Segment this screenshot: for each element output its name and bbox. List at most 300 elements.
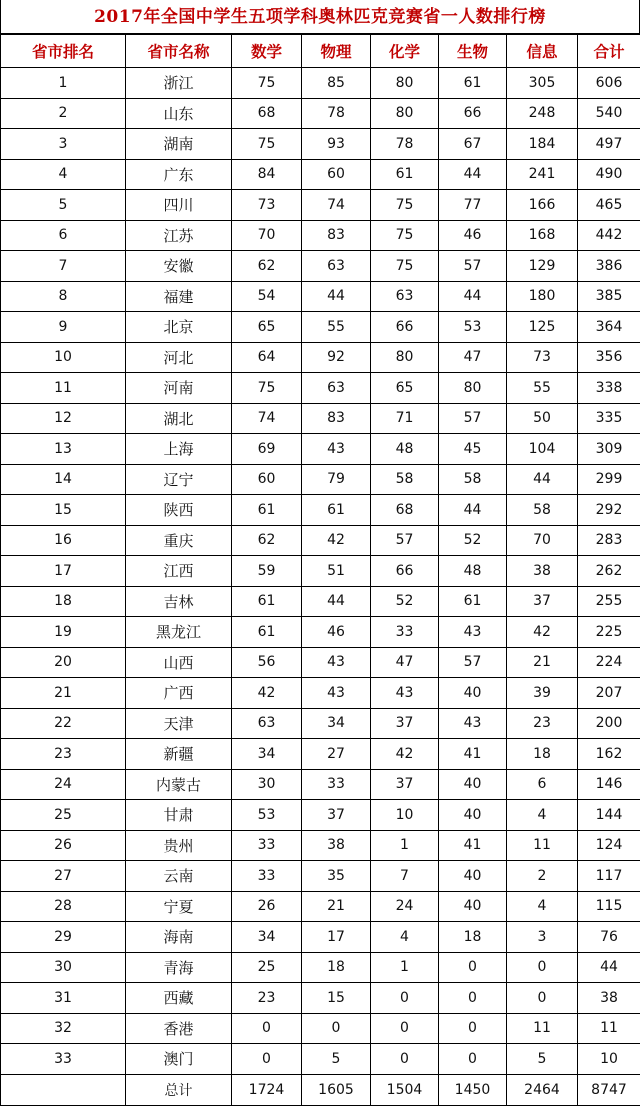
chemistry-cell: 4: [371, 922, 439, 953]
province-cell: 四川: [126, 190, 232, 221]
province-cell: 宁夏: [126, 891, 232, 922]
chemistry-cell: 61: [371, 159, 439, 190]
informatics-cell: 4: [507, 800, 578, 831]
chemistry-cell: 80: [371, 98, 439, 129]
informatics-cell: 168: [507, 220, 578, 251]
chemistry-cell: 7: [371, 861, 439, 892]
province-cell: 内蒙古: [126, 769, 232, 800]
physics-cell: 61: [302, 495, 371, 526]
math-cell: 34: [232, 739, 302, 770]
math-cell: 33: [232, 830, 302, 861]
header-total: 合计: [578, 35, 640, 68]
informatics-cell: 11: [507, 830, 578, 861]
total-cell: 76: [578, 922, 640, 953]
chemistry-cell: 63: [371, 281, 439, 312]
physics-cell: 85: [302, 68, 371, 99]
province-cell: 福建: [126, 281, 232, 312]
informatics-cell: 11: [507, 1013, 578, 1044]
chemistry-cell: 75: [371, 190, 439, 221]
biology-cell: 44: [439, 159, 507, 190]
math-cell: 75: [232, 68, 302, 99]
math-cell: 62: [232, 251, 302, 282]
informatics-cell: 55: [507, 373, 578, 404]
biology-cell: 57: [439, 403, 507, 434]
total-cell: 356: [578, 342, 640, 373]
physics-cell: 0: [302, 1013, 371, 1044]
physics-cell: 37: [302, 800, 371, 831]
chemistry-cell: 58: [371, 464, 439, 495]
table-row: [1, 159, 640, 190]
informatics-cell: 42: [507, 617, 578, 648]
informatics-cell: 125: [507, 312, 578, 343]
biology-cell: 43: [439, 708, 507, 739]
table-row: [1, 68, 640, 99]
header-informatics: 信息: [507, 35, 578, 68]
total-biology: 1450: [439, 1074, 507, 1105]
math-cell: 75: [232, 129, 302, 160]
table-row: [1, 678, 640, 709]
math-cell: 62: [232, 525, 302, 556]
biology-cell: 43: [439, 617, 507, 648]
total-cell: 335: [578, 403, 640, 434]
biology-cell: 0: [439, 1044, 507, 1075]
biology-cell: 52: [439, 525, 507, 556]
informatics-cell: 2: [507, 861, 578, 892]
physics-cell: 17: [302, 922, 371, 953]
informatics-cell: 4: [507, 891, 578, 922]
physics-cell: 43: [302, 434, 371, 465]
rank-cell: 27: [1, 861, 126, 892]
table-row: [1, 586, 640, 617]
table-row: [1, 342, 640, 373]
province-cell: 重庆: [126, 525, 232, 556]
chemistry-cell: 65: [371, 373, 439, 404]
informatics-cell: 73: [507, 342, 578, 373]
math-cell: 0: [232, 1044, 302, 1075]
table-row: [1, 525, 640, 556]
chemistry-cell: 66: [371, 312, 439, 343]
chemistry-cell: 0: [371, 1044, 439, 1075]
rank-cell: 19: [1, 617, 126, 648]
chemistry-cell: 47: [371, 647, 439, 678]
physics-cell: 27: [302, 739, 371, 770]
table-body: [1, 68, 640, 1075]
biology-cell: 61: [439, 68, 507, 99]
rank-cell: 10: [1, 342, 126, 373]
rank-cell: 16: [1, 525, 126, 556]
physics-cell: 83: [302, 220, 371, 251]
physics-cell: 44: [302, 281, 371, 312]
table-row: [1, 434, 640, 465]
informatics-cell: 129: [507, 251, 578, 282]
header-row: [1, 35, 640, 68]
physics-cell: 35: [302, 861, 371, 892]
biology-cell: 58: [439, 464, 507, 495]
math-cell: 42: [232, 678, 302, 709]
informatics-cell: 104: [507, 434, 578, 465]
physics-cell: 33: [302, 769, 371, 800]
table-row: [1, 891, 640, 922]
rank-cell: 14: [1, 464, 126, 495]
informatics-cell: 23: [507, 708, 578, 739]
province-cell: 广西: [126, 678, 232, 709]
math-cell: 73: [232, 190, 302, 221]
physics-cell: 93: [302, 129, 371, 160]
total-cell: 38: [578, 983, 640, 1014]
math-cell: 61: [232, 495, 302, 526]
physics-cell: 15: [302, 983, 371, 1014]
physics-cell: 43: [302, 678, 371, 709]
header-chemistry: 化学: [371, 35, 439, 68]
physics-cell: 74: [302, 190, 371, 221]
biology-cell: 46: [439, 220, 507, 251]
informatics-cell: 6: [507, 769, 578, 800]
province-cell: 北京: [126, 312, 232, 343]
total-sum: 8747: [578, 1074, 640, 1105]
math-cell: 63: [232, 708, 302, 739]
chemistry-cell: 43: [371, 678, 439, 709]
informatics-cell: 180: [507, 281, 578, 312]
province-cell: 湖南: [126, 129, 232, 160]
rank-cell: 24: [1, 769, 126, 800]
rank-cell: 4: [1, 159, 126, 190]
math-cell: 30: [232, 769, 302, 800]
total-informatics: 2464: [507, 1074, 578, 1105]
table-row: [1, 1013, 640, 1044]
table-title: 2017年全国中学生五项学科奥林匹克竞赛省一人数排行榜: [0, 0, 640, 34]
chemistry-cell: 57: [371, 525, 439, 556]
chemistry-cell: 48: [371, 434, 439, 465]
total-row: [1, 1074, 640, 1105]
rank-cell: 33: [1, 1044, 126, 1075]
chemistry-cell: 0: [371, 1013, 439, 1044]
physics-cell: 55: [302, 312, 371, 343]
province-cell: 山西: [126, 647, 232, 678]
math-cell: 56: [232, 647, 302, 678]
math-cell: 64: [232, 342, 302, 373]
math-cell: 68: [232, 98, 302, 129]
math-cell: 53: [232, 800, 302, 831]
rank-cell: 13: [1, 434, 126, 465]
math-cell: 26: [232, 891, 302, 922]
total-cell: 124: [578, 830, 640, 861]
chemistry-cell: 68: [371, 495, 439, 526]
province-cell: 浙江: [126, 68, 232, 99]
table-row: [1, 129, 640, 160]
province-cell: 澳门: [126, 1044, 232, 1075]
informatics-cell: 0: [507, 952, 578, 983]
math-cell: 33: [232, 861, 302, 892]
biology-cell: 44: [439, 281, 507, 312]
math-cell: 69: [232, 434, 302, 465]
rank-cell: 22: [1, 708, 126, 739]
chemistry-cell: 24: [371, 891, 439, 922]
rank-cell: 25: [1, 800, 126, 831]
province-cell: 西藏: [126, 983, 232, 1014]
total-cell: 606: [578, 68, 640, 99]
table-row: [1, 98, 640, 129]
biology-cell: 0: [439, 983, 507, 1014]
province-cell: 江苏: [126, 220, 232, 251]
total-cell: 490: [578, 159, 640, 190]
physics-cell: 44: [302, 586, 371, 617]
biology-cell: 0: [439, 952, 507, 983]
rank-cell: 18: [1, 586, 126, 617]
math-cell: 70: [232, 220, 302, 251]
rank-cell: 2: [1, 98, 126, 129]
province-cell: 湖北: [126, 403, 232, 434]
chemistry-cell: 75: [371, 251, 439, 282]
rank-cell: 6: [1, 220, 126, 251]
header-rank: 省市排名: [1, 35, 126, 68]
province-cell: 黑龙江: [126, 617, 232, 648]
province-cell: 河北: [126, 342, 232, 373]
physics-cell: 5: [302, 1044, 371, 1075]
biology-cell: 40: [439, 800, 507, 831]
header-biology: 生物: [439, 35, 507, 68]
rank-cell: 12: [1, 403, 126, 434]
total-cell: 162: [578, 739, 640, 770]
table-row: [1, 190, 640, 221]
province-cell: 安徽: [126, 251, 232, 282]
province-cell: 海南: [126, 922, 232, 953]
total-cell: 11: [578, 1013, 640, 1044]
informatics-cell: 3: [507, 922, 578, 953]
math-cell: 75: [232, 373, 302, 404]
chemistry-cell: 37: [371, 769, 439, 800]
biology-cell: 41: [439, 830, 507, 861]
province-cell: 青海: [126, 952, 232, 983]
biology-cell: 80: [439, 373, 507, 404]
table-row: [1, 403, 640, 434]
biology-cell: 67: [439, 129, 507, 160]
rank-cell: 28: [1, 891, 126, 922]
math-cell: 23: [232, 983, 302, 1014]
chemistry-cell: 10: [371, 800, 439, 831]
province-cell: 河南: [126, 373, 232, 404]
biology-cell: 45: [439, 434, 507, 465]
biology-cell: 41: [439, 739, 507, 770]
math-cell: 54: [232, 281, 302, 312]
table-row: [1, 800, 640, 831]
chemistry-cell: 71: [371, 403, 439, 434]
rank-cell: 21: [1, 678, 126, 709]
physics-cell: 63: [302, 251, 371, 282]
total-cell: 225: [578, 617, 640, 648]
informatics-cell: 70: [507, 525, 578, 556]
informatics-cell: 18: [507, 739, 578, 770]
rank-cell: 15: [1, 495, 126, 526]
informatics-cell: 39: [507, 678, 578, 709]
informatics-cell: 241: [507, 159, 578, 190]
rank-cell: 31: [1, 983, 126, 1014]
total-cell: 364: [578, 312, 640, 343]
math-cell: 84: [232, 159, 302, 190]
rank-cell: 23: [1, 739, 126, 770]
province-cell: 香港: [126, 1013, 232, 1044]
province-cell: 陕西: [126, 495, 232, 526]
biology-cell: 18: [439, 922, 507, 953]
total-label: 总计: [126, 1074, 232, 1105]
total-physics: 1605: [302, 1074, 371, 1105]
total-cell: 540: [578, 98, 640, 129]
informatics-cell: 166: [507, 190, 578, 221]
physics-cell: 60: [302, 159, 371, 190]
math-cell: 25: [232, 952, 302, 983]
table-row: [1, 739, 640, 770]
chemistry-cell: 1: [371, 952, 439, 983]
physics-cell: 18: [302, 952, 371, 983]
total-cell: 144: [578, 800, 640, 831]
biology-cell: 57: [439, 647, 507, 678]
physics-cell: 83: [302, 403, 371, 434]
table-row: [1, 861, 640, 892]
province-cell: 辽宁: [126, 464, 232, 495]
physics-cell: 79: [302, 464, 371, 495]
table-row: [1, 952, 640, 983]
total-cell: 385: [578, 281, 640, 312]
biology-cell: 40: [439, 861, 507, 892]
table-row: [1, 251, 640, 282]
table-row: [1, 708, 640, 739]
biology-cell: 47: [439, 342, 507, 373]
physics-cell: 34: [302, 708, 371, 739]
rank-cell: 26: [1, 830, 126, 861]
table-row: [1, 617, 640, 648]
table-row: [1, 464, 640, 495]
biology-cell: 53: [439, 312, 507, 343]
informatics-cell: 37: [507, 586, 578, 617]
total-cell: 299: [578, 464, 640, 495]
chemistry-cell: 37: [371, 708, 439, 739]
physics-cell: 42: [302, 525, 371, 556]
chemistry-cell: 33: [371, 617, 439, 648]
total-cell: 338: [578, 373, 640, 404]
table-row: [1, 983, 640, 1014]
rank-cell: 9: [1, 312, 126, 343]
total-cell: 10: [578, 1044, 640, 1075]
math-cell: 61: [232, 586, 302, 617]
informatics-cell: 248: [507, 98, 578, 129]
table-row: [1, 647, 640, 678]
province-cell: 吉林: [126, 586, 232, 617]
biology-cell: 61: [439, 586, 507, 617]
chemistry-cell: 42: [371, 739, 439, 770]
total-cell: 224: [578, 647, 640, 678]
rank-cell: 30: [1, 952, 126, 983]
informatics-cell: 38: [507, 556, 578, 587]
biology-cell: 48: [439, 556, 507, 587]
total-cell: 200: [578, 708, 640, 739]
table-row: [1, 769, 640, 800]
total-cell: 442: [578, 220, 640, 251]
rank-cell: 8: [1, 281, 126, 312]
chemistry-cell: 66: [371, 556, 439, 587]
total-math: 1724: [232, 1074, 302, 1105]
province-cell: 贵州: [126, 830, 232, 861]
informatics-cell: 21: [507, 647, 578, 678]
rank-cell: 5: [1, 190, 126, 221]
informatics-cell: 50: [507, 403, 578, 434]
table-row: [1, 830, 640, 861]
informatics-cell: 58: [507, 495, 578, 526]
table-row: [1, 495, 640, 526]
total-cell: 255: [578, 586, 640, 617]
informatics-cell: 184: [507, 129, 578, 160]
table-row: [1, 373, 640, 404]
biology-cell: 44: [439, 495, 507, 526]
rank-cell: 32: [1, 1013, 126, 1044]
table-row: [1, 312, 640, 343]
physics-cell: 51: [302, 556, 371, 587]
total-cell: 44: [578, 952, 640, 983]
physics-cell: 78: [302, 98, 371, 129]
biology-cell: 40: [439, 678, 507, 709]
chemistry-cell: 0: [371, 983, 439, 1014]
province-cell: 新疆: [126, 739, 232, 770]
province-cell: 上海: [126, 434, 232, 465]
math-cell: 65: [232, 312, 302, 343]
province-cell: 山东: [126, 98, 232, 129]
table-row: [1, 556, 640, 587]
province-cell: 广东: [126, 159, 232, 190]
chemistry-cell: 52: [371, 586, 439, 617]
biology-cell: 40: [439, 769, 507, 800]
physics-cell: 63: [302, 373, 371, 404]
total-cell: 283: [578, 525, 640, 556]
rank-cell: 1: [1, 68, 126, 99]
total-cell: 262: [578, 556, 640, 587]
physics-cell: 38: [302, 830, 371, 861]
province-cell: 云南: [126, 861, 232, 892]
total-cell: 207: [578, 678, 640, 709]
biology-cell: 77: [439, 190, 507, 221]
table-row: [1, 1044, 640, 1075]
province-cell: 天津: [126, 708, 232, 739]
informatics-cell: 0: [507, 983, 578, 1014]
biology-cell: 57: [439, 251, 507, 282]
chemistry-cell: 1: [371, 830, 439, 861]
math-cell: 74: [232, 403, 302, 434]
rank-cell: 11: [1, 373, 126, 404]
table-row: [1, 281, 640, 312]
math-cell: 34: [232, 922, 302, 953]
total-cell: 117: [578, 861, 640, 892]
chemistry-cell: 80: [371, 68, 439, 99]
total-cell: 465: [578, 190, 640, 221]
header-math: 数学: [232, 35, 302, 68]
header-province: 省市名称: [126, 35, 232, 68]
ranking-table: [0, 34, 640, 1106]
rank-cell: 7: [1, 251, 126, 282]
province-cell: 江西: [126, 556, 232, 587]
chemistry-cell: 78: [371, 129, 439, 160]
chemistry-cell: 75: [371, 220, 439, 251]
total-cell: 146: [578, 769, 640, 800]
total-cell: 497: [578, 129, 640, 160]
rank-cell: 29: [1, 922, 126, 953]
informatics-cell: 44: [507, 464, 578, 495]
table-row: [1, 220, 640, 251]
math-cell: 0: [232, 1013, 302, 1044]
rank-cell: 20: [1, 647, 126, 678]
math-cell: 61: [232, 617, 302, 648]
physics-cell: 46: [302, 617, 371, 648]
chemistry-cell: 80: [371, 342, 439, 373]
informatics-cell: 305: [507, 68, 578, 99]
physics-cell: 43: [302, 647, 371, 678]
rank-cell: 3: [1, 129, 126, 160]
